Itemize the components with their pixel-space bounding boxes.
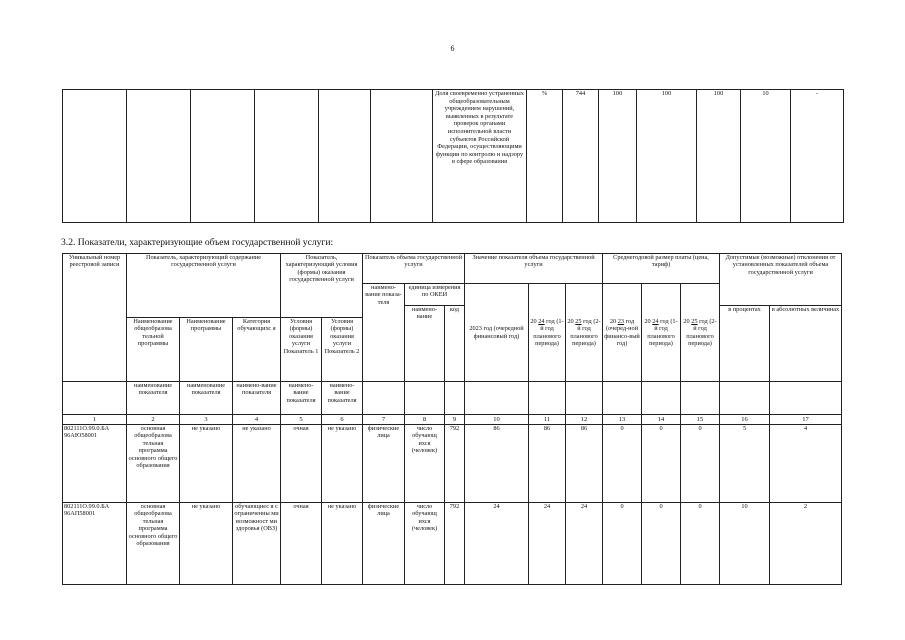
header-indicator-label: наимено-вание показателя: [281, 382, 322, 415]
category: не указано: [233, 425, 281, 503]
deviation-absolute: 4: [770, 425, 842, 503]
form: очная: [281, 425, 322, 503]
header-sub-program-name: Наименование программы: [180, 318, 233, 382]
header-percent: в процентах: [720, 306, 770, 382]
empty-cell: [642, 382, 681, 415]
header-fee-2023: 20 23 год (очеред-ной финансо-вый год): [603, 284, 642, 382]
column-number: 10: [465, 415, 529, 425]
deviation-percent: 10: [720, 503, 770, 585]
column-number: 11: [529, 415, 566, 425]
fee-2024: 0: [642, 425, 681, 503]
header-indicator-label: наименование показателя: [180, 382, 233, 415]
value-2023: 24: [465, 503, 529, 585]
indicator: физические лица: [363, 503, 405, 585]
header-absolute: в абсолютных величинах: [770, 306, 842, 382]
empty-cell: [319, 90, 371, 223]
header-unit-okei: единица измерения по ОКЕИ: [405, 284, 465, 306]
column-number: 13: [603, 415, 642, 425]
header-conditions: Показатель, характеризующий условия (формы) оказания государственной услуги: [281, 254, 363, 318]
deviation-percent: 10: [741, 90, 791, 223]
header-volume: Показатель объема государственной услуги: [363, 254, 465, 284]
value-2023: 86: [465, 425, 529, 503]
value-2025: 100: [697, 90, 741, 223]
empty-cell: [681, 382, 720, 415]
header-indicator-label: наимено-вание показателя: [233, 382, 281, 415]
fee-2024: 0: [642, 503, 681, 585]
header-indicator-label: наименование показателя: [127, 382, 180, 415]
column-number: 12: [566, 415, 603, 425]
indicator: физические лица: [363, 425, 405, 503]
empty-cell: [529, 382, 566, 415]
header-unit-name: наимено-вание: [405, 306, 445, 382]
fee-2023: 0: [603, 425, 642, 503]
column-number: 9: [445, 415, 465, 425]
header-fee-2024: 20 24 год (1-й год планового периода): [642, 284, 681, 382]
empty-cell: [255, 90, 319, 223]
column-number: 1: [63, 415, 127, 425]
column-number: 4: [233, 415, 281, 425]
header-2024: 20 24 год (1-й год планового периода): [529, 284, 566, 382]
header-fee: Среднегодовой размер платы (цена, тариф): [603, 254, 720, 284]
value-2024: 86: [529, 425, 566, 503]
category: обучающиес я с ограниченны ми возможност ми здоровья (ОВЗ): [233, 503, 281, 585]
value-2025: 86: [566, 425, 603, 503]
empty-cell: [63, 382, 127, 415]
volume-indicator-table: [62, 253, 842, 585]
empty-cell: [566, 382, 603, 415]
empty-cell: [465, 382, 529, 415]
unit: %: [527, 90, 563, 223]
header-deviation: Допустимые (возможные) отклонения от установленных показателей объема государственной услуги: [720, 254, 842, 306]
value-2024: 24: [529, 503, 566, 585]
column-number: 7: [363, 415, 405, 425]
column-number-row: [63, 415, 842, 425]
fee-2023: 0: [603, 503, 642, 585]
column-number: 16: [720, 415, 770, 425]
code: 792: [445, 425, 465, 503]
deviation-absolute: -: [791, 90, 844, 223]
indicator-name: Доля своевременно устраненных общеобразовательным учреждением нарушений, выявленных в результате проверок органами исполнительной власти субъектов Российской Федерации, осуществляющими функции по контролю и надзору в сфере образования: [433, 90, 527, 223]
empty-cell: [63, 90, 127, 223]
column-number: 17: [770, 415, 842, 425]
table-row: [63, 425, 842, 503]
deviation-absolute: 2: [770, 503, 842, 585]
deviation-percent: 5: [720, 425, 770, 503]
header-sub-condition-1: Условия (формы) оказания услуги Показатель 1: [281, 318, 322, 382]
header-sub-condition-2: Условия (формы) оказания услуги Показатель 2: [322, 318, 363, 382]
page-number: 6: [450, 44, 455, 53]
header-content: Показатель, характеризующий содержание государственной услуги: [127, 254, 281, 318]
program: основная общеобразова тельная программа основного общего образования: [127, 503, 180, 585]
header-2025: 20 25 год (2-й год планового периода): [566, 284, 603, 382]
value-2024: 100: [637, 90, 697, 223]
header-volume-value: Значение показателя объема государственной услуги: [465, 254, 603, 284]
program: основная общеобразова тельная программа основного общего образования: [127, 425, 180, 503]
record-number: 802111О.99.0.БА 96АП58001: [63, 503, 127, 585]
unit: число обучающ ихся (человек): [405, 425, 445, 503]
value-2023: 100: [599, 90, 637, 223]
fee-2025: 0: [681, 503, 720, 585]
empty-cell: [371, 90, 433, 223]
column-number: 5: [281, 415, 322, 425]
column-number: 3: [180, 415, 233, 425]
condition-2: не указано: [322, 425, 363, 503]
column-number: 2: [127, 415, 180, 425]
header-2023: 2023 год (очередной финансовый год): [465, 284, 529, 382]
column-number: 15: [681, 415, 720, 425]
header-fee-2025: 20 25 год (2-й год планового периода): [681, 284, 720, 382]
header-indicator-label: наимено-вание показателя: [322, 382, 363, 415]
column-number: 8: [405, 415, 445, 425]
header-sub-program: Наименование общеобразова тельной программы: [127, 318, 180, 382]
empty-cell: [191, 90, 255, 223]
header-unit-code: код: [445, 306, 465, 382]
empty-cell: [603, 382, 642, 415]
empty-cell: [770, 382, 842, 415]
empty-cell: [405, 382, 445, 415]
column-number: 6: [322, 415, 363, 425]
empty-cell: [445, 382, 465, 415]
program-name: не указано: [180, 503, 233, 585]
record-number: 802111О.99.0.БА 96АЮ58001: [63, 425, 127, 503]
column-number: 14: [642, 415, 681, 425]
empty-cell: [363, 382, 405, 415]
okei-code: 744: [563, 90, 599, 223]
header-sub-category: Категория обучающихс я: [233, 318, 281, 382]
program-name: не указано: [180, 425, 233, 503]
table-row: [63, 503, 842, 585]
unit: число обучающ ихся (человек): [405, 503, 445, 585]
quality-indicator-table: [62, 89, 844, 223]
fee-2025: 0: [681, 425, 720, 503]
section-title: 3.2. Показатели, характеризующие объем государственной услуги:: [61, 237, 334, 248]
empty-cell: [720, 382, 770, 415]
header-record-number: Уникальный номер реестровой записи: [63, 254, 127, 382]
code: 792: [445, 503, 465, 585]
form: очная: [281, 503, 322, 585]
header-indicator-name: наимено-вание показа-теля: [363, 284, 405, 382]
condition-2: не указано: [322, 503, 363, 585]
value-2025: 24: [566, 503, 603, 585]
empty-cell: [127, 90, 191, 223]
